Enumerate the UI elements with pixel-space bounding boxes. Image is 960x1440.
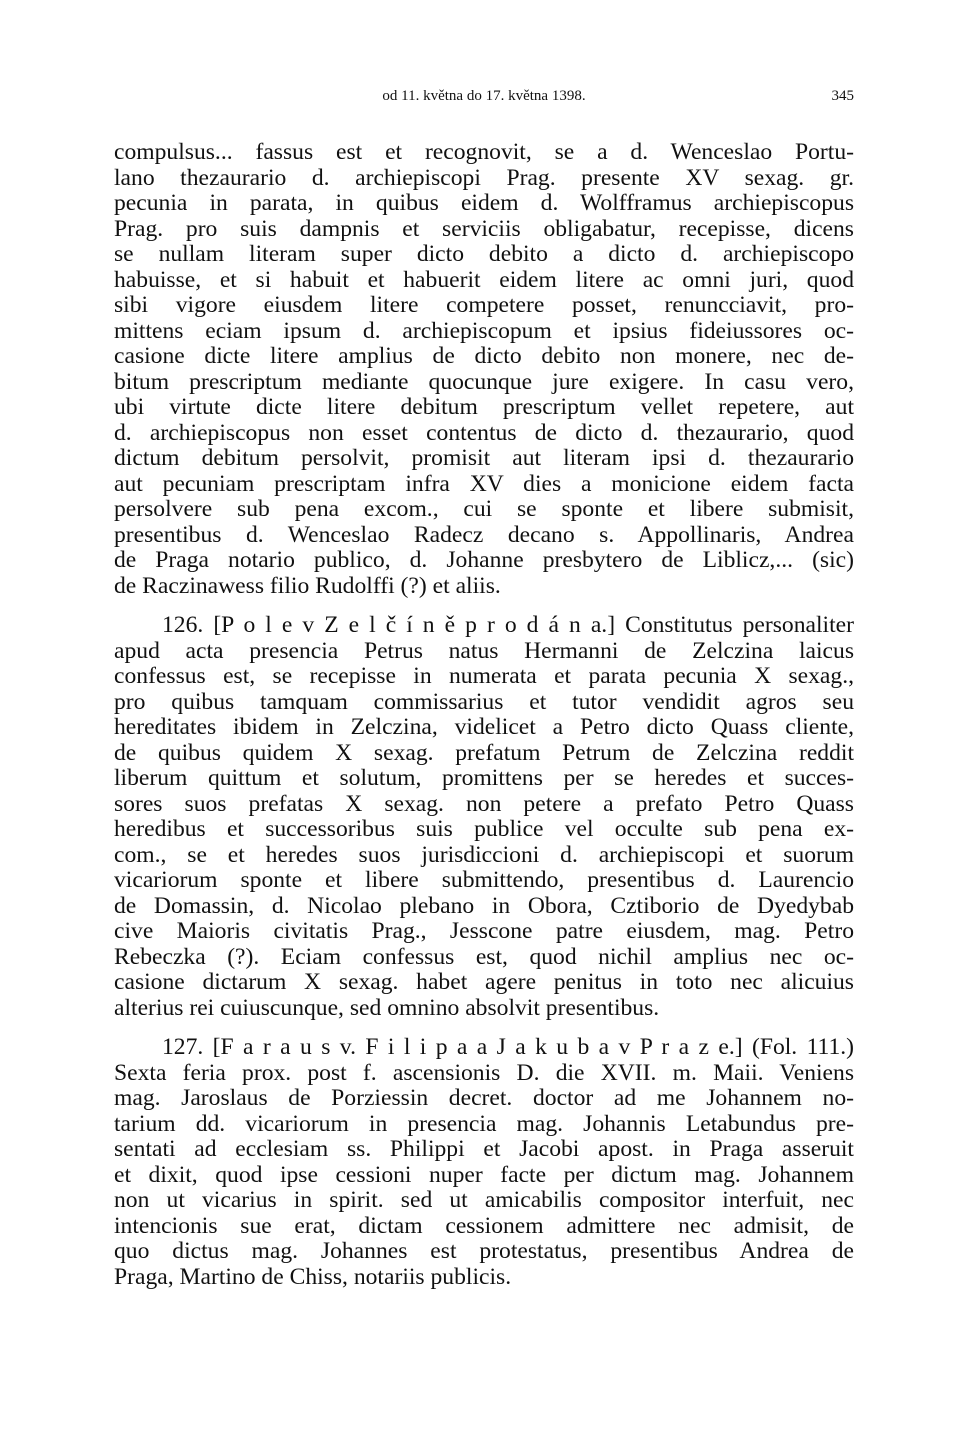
text-line: vicariorum sponte et libere submittendo, presentibus d. Laurencio — [114, 868, 854, 893]
paragraph — [114, 613, 854, 1021]
page-number: 345 — [831, 88, 854, 104]
page-header — [114, 88, 854, 112]
text-line: pro quibus tamquam commissarius et tutor vendidit agros seu — [114, 689, 854, 715]
text-line: apud acta presencia Petrus natus Hermanni de Zelczina laicus — [114, 638, 854, 664]
text-line: sibi vigore eiusdem litere competere posset, renuncciavit, pro- — [114, 293, 854, 318]
text-line: pecunia in parata, in quibus eidem d. Wolfframus archiepiscopus — [114, 191, 854, 216]
text-line: ubi virtute dicte litere debitum prescriptum vellet repetere, aut — [114, 395, 854, 420]
text-line: Praga, Martino de Chiss, notariis publicis. — [114, 1264, 512, 1290]
text-line: Sexta feria prox. post f. ascensionis D. die XVII. m. Maii. Veniens — [114, 1060, 854, 1086]
text-line: dictum debitum persolvit, promisit aut literam ipsi d. thezaurario — [114, 446, 854, 471]
text-line: casione dictarum X sexag. habet agere penitus in toto nec alicuius — [114, 970, 854, 995]
text-line: de Raczinawess filio Rudolffi (?) et aliis. — [114, 573, 501, 599]
text-line: sores suos prefatas X sexag. non petere a prefato Petro Quass — [114, 791, 854, 817]
text-line: 126. [P o l e v Z e l č í n ě p r o d á n a.] Constitutus personaliter — [162, 613, 854, 638]
text-line: se nullam literam super dicto debito a dicto d. archiepiscopo — [114, 242, 854, 267]
text-line: aut pecuniam prescriptam infra XV dies a monicione eidem facta — [114, 471, 854, 497]
text-line: presentibus d. Wenceslao Radecz decano s. Appollinaris, Andrea — [114, 522, 854, 548]
text-line: de Domassin, d. Nicolao plebano in Obora, Cztiborio de Dyedybab — [114, 893, 854, 919]
document-body — [114, 140, 854, 1290]
text-line: d. archiepiscopus non esset contentus de dicto d. thezaurario, quod — [114, 420, 854, 446]
paragraph-gap — [114, 1021, 854, 1035]
text-line: mag. Jaroslaus de Porziessin decret. doctor ad me Johannem no- — [114, 1086, 854, 1111]
text-line: et dixit, quod ipse cessioni nuper facte per dictum mag. Johannem — [114, 1162, 854, 1188]
text-line: heredibus et successoribus suis publice vel occulte sub pena ex- — [114, 817, 854, 842]
text-line: bitum prescriptum mediante quocunque jure exigere. In casu vero, — [114, 369, 854, 395]
text-line: tarium dd. vicariorum in presencia mag. Johannis Letabundus pre- — [114, 1111, 854, 1137]
text-line: habuisse, et si habuit et habuerit eidem litere ac omni juri, quod — [114, 267, 854, 293]
paragraph — [114, 1035, 854, 1290]
text-line: intencionis sue erat, dictam cessionem admittere nec admisit, de — [114, 1213, 854, 1239]
text-line: hereditates ibidem in Zelczina, videlicet a Petro dicto Quass cliente, — [114, 715, 854, 740]
text-line: cive Maioris civitatis Prag., Jesscone patre eiusdem, mag. Petro — [114, 919, 854, 944]
text-line: persolvere sub pena excom., cui se sponte et libere submisit, — [114, 497, 854, 522]
text-line: casione dicte litere amplius de dicto debito non monere, nec de- — [114, 344, 854, 369]
text-line: de quibus quidem X sexag. prefatum Petrum de Zelczina reddit — [114, 740, 854, 766]
running-head: od 11. května do 17. května 1398. — [382, 88, 586, 104]
text-line: mittens eciam ipsum d. archiepiscopum et ipsius fideiussores oc- — [114, 318, 854, 344]
text-line: quo dictus mag. Johannes est protestatus, presentibus Andrea de — [114, 1239, 854, 1264]
text-line: sentati ad ecclesiam ss. Philippi et Jacobi apost. in Praga asseruit — [114, 1137, 854, 1162]
text-line: confessus est, se recepisse in numerata et parata pecunia X sexag., — [114, 664, 854, 689]
text-line: Rebeczka (?). Eciam confessus est, quod nichil amplius nec oc- — [114, 944, 854, 970]
paragraph-gap — [114, 599, 854, 613]
text-line: 127. [F a r a u s v. F i l i p a a J a k u b a v P r a z e.] (Fol. 111.) — [162, 1035, 854, 1060]
text-line: Prag. pro suis dampnis et serviciis obligabatur, recepisse, dicens — [114, 216, 854, 242]
paragraph — [114, 140, 854, 599]
text-line: non ut vicarius in spirit. sed ut amicabilis compositor interfuit, nec — [114, 1188, 854, 1213]
text-line: lano thezaurario d. archiepiscopi Prag. presente XV sexag. gr. — [114, 165, 854, 191]
text-line: de Praga notario publico, d. Johanne presbytero de Liblicz,... (sic) — [114, 548, 854, 573]
text-line: alterius rei cuiuscunque, sed omnino absolvit presentibus. — [114, 995, 660, 1021]
text-line: com., se et heredes suos jurisdiccioni d. archiepiscopi et suorum — [114, 842, 854, 868]
text-line: liberum quittum et solutum, promittens per se heredes et succes- — [114, 766, 854, 791]
text-line: compulsus... fassus est et recognovit, se a d. Wenceslao Portu- — [114, 140, 854, 165]
